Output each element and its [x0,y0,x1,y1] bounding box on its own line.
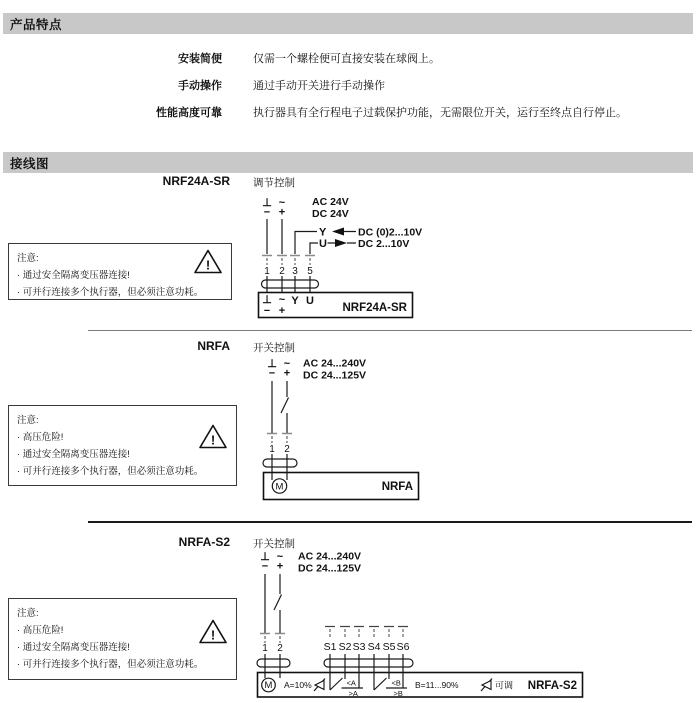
box-model-label: NRF24A-SR [342,302,407,314]
wires [262,219,356,292]
note-item: · 高压危险! [17,625,64,636]
diagram3-model-title: NRFA-S2 [178,535,230,549]
wires [267,381,292,480]
diagram2-control-type: 开关控制 [253,342,295,354]
switch-a-upper-label: <A [346,678,356,688]
terminal-number: 3 [292,266,298,277]
box-symbol-y: Y [291,295,299,307]
u-terminal-label: U [319,238,327,250]
supply-ac-label: AC 24...240V [303,357,367,370]
switch-terminal-label: S5 [382,641,396,653]
switch-a-lower-label: >A [348,689,358,698]
box-model-label: NRFA [381,481,413,493]
wires [260,574,492,691]
section-bar-features [3,13,693,34]
note-title: 注意: [17,415,39,426]
u-signal-label: DC 2...10V [358,238,410,250]
motor-letter: M [275,481,284,493]
switch-b-lower-label: >B [393,689,403,698]
symbol-minus: − [261,560,269,573]
symbol-ground: ⊥ [260,551,270,563]
note-title: 注意: [17,608,39,619]
feature-desc: 执行器具有全行程电子过载保护功能，无需限位开关，运行至终点自行停止。 [253,107,627,119]
motor-letter: M [264,680,273,691]
cable-gland [263,459,297,467]
diagram2-wiring-svg [255,355,435,503]
note-item: · 通过安全隔离变压器连接! [17,642,130,653]
terminal-number: 1 [269,444,275,455]
terminal-number: 2 [277,643,283,654]
diagram2-notes-box [8,405,237,486]
note-item: · 可并行连接多个执行器，但必须注意功耗。 [17,287,204,298]
note-item: · 通过安全隔离变压器连接! [17,449,130,460]
note-item: · 可并行连接多个执行器，但必须注意功耗。 [17,466,204,477]
supply-dc-label: DC 24V [312,208,349,220]
symbol-ground: ⊥ [262,197,272,209]
terminal-number: 2 [284,444,290,455]
note-item: · 可并行连接多个执行器，但必须注意功耗。 [17,659,204,670]
diagram2-model-title: NRFA [197,339,230,353]
box-symbol-ac: ~ [278,294,286,306]
symbol-plus: + [278,206,286,219]
warning-exclamation: ! [210,627,216,643]
cable-gland [324,659,413,667]
warning-triangle-icon [198,423,228,450]
symbol-plus: + [283,367,291,380]
feature-label: 安装简便 [178,53,222,65]
y-signal-label: DC (0)2...10V [358,226,423,239]
switch-terminal-label: S3 [352,641,366,653]
diagram1-control-type: 调节控制 [253,177,295,189]
adjustable-label: 可调 [495,680,514,691]
symbol-minus: − [263,206,271,219]
feature-label: 手动操作 [178,80,222,92]
terminal-number: 2 [279,266,285,277]
warning-exclamation: ! [210,432,216,448]
feature-desc: 通过手动开关进行手动操作 [253,80,385,92]
switch-terminal-label: S2 [338,641,352,653]
diagram3-notes-box [8,598,237,680]
section-title-wiring: 接线图 [10,156,50,171]
box-model-label: NRFA-S2 [527,680,577,692]
symbol-minus: − [268,367,276,380]
box-symbol-u: U [306,295,314,307]
terminal-number: 1 [262,643,268,654]
supply-dc-label: DC 24...125V [303,369,367,382]
feature-desc: 仅需一个螺栓便可直接安装在球阀上。 [253,53,440,65]
box-symbol-plus: + [278,305,286,317]
switch-a-fixed-label: A=10% [284,680,312,690]
box-symbol-minus: − [263,305,271,317]
warning-triangle-icon [193,248,223,275]
switch-b-upper-label: <B [391,678,401,688]
note-item: · 通过安全隔离变压器连接! [17,270,130,281]
supply-ac-label: AC 24V [312,196,349,208]
y-terminal-label: Y [319,226,327,239]
switch-b-range-label: B=11...90% [415,680,459,690]
terminal-number: 1 [264,266,270,277]
diagram3-control-type: 开关控制 [253,538,295,550]
arrow-left-icon [332,228,344,236]
section-divider [88,330,692,331]
warning-triangle-icon [198,618,228,645]
switch-terminal-label: S1 [323,641,337,653]
diagram1-wiring-svg [255,192,435,320]
warning-exclamation: ! [205,257,211,273]
supply-ac-label: AC 24...240V [298,550,362,563]
diagram3-wiring-svg [253,548,593,700]
symbol-ac: ~ [278,197,286,209]
switch-terminal-label: S4 [367,641,381,653]
note-item: · 高压危险! [17,432,64,443]
section-bar-wiring [3,152,693,173]
switch-terminal-label: S6 [396,641,410,653]
symbol-ground: ⊥ [267,358,277,370]
section-title-features: 产品特点 [10,17,63,32]
cable-gland [257,659,290,667]
section-divider [88,521,692,523]
arrow-right-icon [335,239,347,247]
supply-dc-label: DC 24...125V [298,562,362,575]
feature-label: 性能高度可靠 [156,107,222,119]
box-symbol-ground: ⊥ [262,294,272,306]
diagram1-model-title: NRF24A-SR [162,174,230,188]
symbol-ac: ~ [283,358,291,370]
symbol-ac: ~ [276,551,284,563]
diagram1-notes-box [8,243,232,300]
symbol-plus: + [276,560,284,573]
terminal-number: 5 [307,266,313,277]
note-title: 注意: [17,253,39,264]
